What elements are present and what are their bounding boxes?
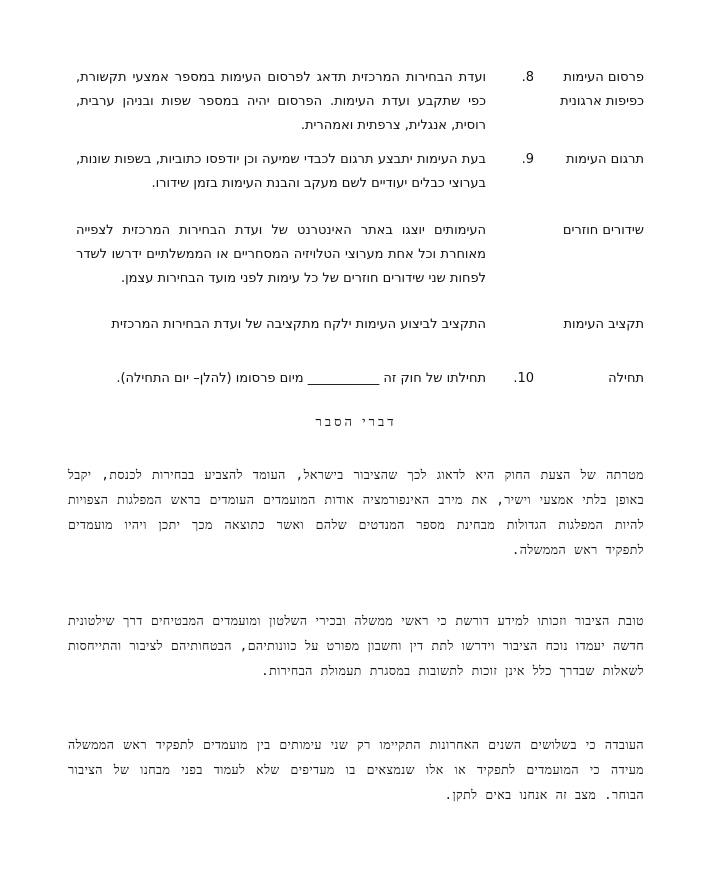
section-text: תחילתו של חוק זה ___________ מיום פרסומו (להלן– יום התחילה).: [116, 371, 486, 386]
explanation-paragraph-1: מטרתה של הצעת החוק היא לדאוג לכך שהציבור בישראל, העומד להצביע בבחירות לכנסת, יקבל באופן בלתי אמצעי וישיר, את מירב האינפורמציה אודות המועמדים העומדים בראש המפלגות הצפויות להיות המפלגות הגדולות מבחינת מספר המנדטים שלהם ואשר כתוצאה מכך יתכן ויהיו מועמדים לתפקיד ראש הממשלה.: [68, 467, 644, 557]
section-number: 8.: [521, 70, 534, 85]
section-text: בעת העימות יתבצע תרגום לכבדי שמיעה וכן יודפסו כתוביות, בשפות שונות, בערוצי כבלים יעודיים לשם מעקב והבנת העימות בזמן שידורו.: [76, 152, 486, 191]
explanation-paragraph-2: טובת הציבור וזכותו למידע דורשת כי ראשי ממשלה ובכירי השלטון ומועמדים המבטיחים דרך שילטונית חדשה יעמדו נוכח הציבור וידרשו לתת דין וחשבון מפורט על כוונותיהם, הבטחותיהם לציבור והתייחסות לשאלות שבדרך כלל אינן זוכות לתשובות במסגרת תעמולת הבחירות.: [68, 613, 644, 678]
section-title: שידורים חוזרים: [562, 223, 644, 238]
section-number: 10.: [513, 371, 534, 386]
section-title: פרסום העימות כפיפות ארגונית: [560, 70, 644, 109]
explanation-heading: דברי הסבר: [315, 415, 397, 430]
section-text: ועדת הבחירות המרכזית תדאג לפרסום העימות במספר אמצעי תקשורת, כפי שתקבע ועדת העימות. הפרסום יהיה במספר שפות ובניהן ערבית, רוסית, אנגלית, צרפתית ואמהרית.: [76, 70, 486, 133]
section-text: התקציב לביצוע העימות ילקח מתקציבה של ועדת הבחירות המרכזית: [111, 317, 486, 332]
section-title: תקציב העימות: [563, 317, 644, 332]
section-title: תחילה: [608, 371, 644, 386]
section-text: העימותים יוצגו באתר האינטרנט של ועדת הבחירות המרכזית לצפייה מאוחרת וכל אחת מערוצי הטלויזיה המסחריים או הממשלתיים ידרשו לשדר לפחות שני שידורים חוזרים של כל עימות לפני מועד הבחירות עצמן.: [76, 223, 486, 286]
explanation-paragraph-3: העובדה כי בשלושים השנים האחרונות התקיימו רק שני עימותים בין מועמדים לתפקיד ראש הממשלה מעידה כי המועמדים לתפקיד או אלו שנמצאים בו מעדיפים שלא לעמוד בפני מבחנו של הציבור הבוחר. מצב זה אנחנו באים לתקן.: [68, 737, 644, 802]
section-title: תרגום העימות: [566, 152, 644, 167]
section-number: 9.: [521, 152, 534, 167]
